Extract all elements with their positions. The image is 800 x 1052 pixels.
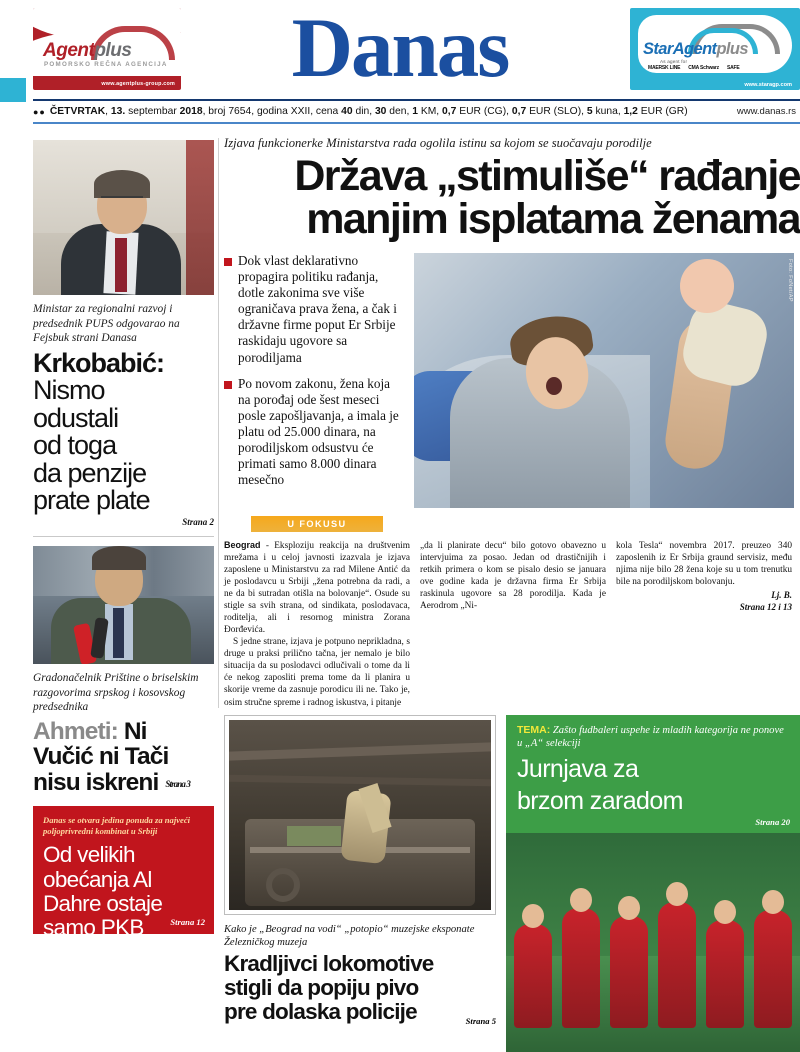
lead-summary-row xyxy=(224,253,800,508)
sports-headline-line-1: brzom zaradom xyxy=(517,787,683,816)
krkobabic-headline[interactable] xyxy=(33,347,214,516)
photo-hair xyxy=(92,546,146,570)
sports-article xyxy=(506,715,800,1052)
lead-bullet-text-1: Po novom zakonu, žena koja na porođaj ode šest meseci posle zapošljavanja, a imala je platu od 25.000 dinara, na porodiljskom odsustvu će primati samo 8.000 dinara mesečno xyxy=(238,375,399,488)
lead-body-column-2 xyxy=(420,540,606,709)
locomotive-article xyxy=(224,715,496,1052)
lead-page-ref[interactable]: Strana 12 i 13 xyxy=(739,601,792,612)
price-gr: 1,2 xyxy=(623,106,638,117)
price-hrk: 5 xyxy=(586,106,593,117)
lead-body-column-3 xyxy=(616,540,792,709)
photo-inner xyxy=(229,720,491,910)
cyan-corner-tab xyxy=(0,78,26,102)
ahmeti-headline-line-1: nisu iskreni xyxy=(33,769,159,797)
krkobabic-headline-line-2: od toga xyxy=(33,430,117,461)
pkb-page-ref[interactable]: Strana 12 xyxy=(170,916,205,927)
datebar-month: septembar xyxy=(128,106,177,117)
locomotive-page-ref[interactable]: Strana 5 xyxy=(465,1016,496,1026)
agentplus-word1: Agent xyxy=(43,40,95,61)
pkb-headline-line-0: Od velikih xyxy=(43,842,135,868)
photo-hair xyxy=(94,170,150,198)
lead-body-columns xyxy=(224,540,800,709)
lead-body-column-1 xyxy=(224,540,410,709)
staragentplus-word2: plus xyxy=(716,40,748,58)
photo-credit: Foto: FoNet/AP xyxy=(787,259,793,302)
left-divider-1 xyxy=(33,536,214,537)
price-mkd-unit: den, xyxy=(389,106,410,117)
partner-badge-0: MAERSK LINE xyxy=(648,65,681,71)
lead-byline: Lj. B. xyxy=(771,589,792,600)
krkobabic-headline-line-3: da penzije xyxy=(33,457,147,488)
bullet-square-icon xyxy=(224,258,232,266)
bullet-square-icon xyxy=(224,381,232,389)
locomotive-kicker: Kako je „Beograd na vodi“ „potopio“ muzejske eksponate Železničkog muzeja xyxy=(224,924,475,949)
lead-body-col3-p1: kola Tesla“ novembra 2017. preuzeo 340 zaposlenih iz Er Srbija graund servisiz, među njima nije bilo 28 žena koje su u tom trenutku bile na porodiljskom bolovanju. xyxy=(616,540,792,587)
left-column xyxy=(33,140,214,941)
pkb-headline-line-3: samo PKB xyxy=(43,915,144,941)
sports-page-ref[interactable]: Strana 20 xyxy=(755,817,790,827)
price-cg: 0,7 xyxy=(442,106,457,117)
krkobabic-headline-line-1: odustali xyxy=(33,402,119,433)
ahmeti-headline-first: Ni xyxy=(123,717,147,745)
photo-red-panel xyxy=(186,140,214,295)
price-rsd-unit: din, xyxy=(355,106,373,117)
photo-beam-2 xyxy=(229,775,491,787)
krkobabic-headline-name: Krkobabić: xyxy=(33,347,165,378)
photo-mother-mouth xyxy=(546,377,562,395)
agentplus-tagline: POMORSKO REČNA AGENCIJA xyxy=(44,61,168,68)
datebar-issue: broj 7654, godina XXII, cena xyxy=(208,106,339,117)
krkobabic-kicker: Ministar za regionalni razvoj i predsednik PUPS odgovarao na Fejsbuk strani Danasa xyxy=(33,303,180,345)
datebar-day: 13. xyxy=(110,106,126,117)
price-hrk-unit: kuna, xyxy=(595,106,621,117)
photo-player-2 xyxy=(562,908,600,1028)
staragentplus-tagline: As agent for xyxy=(660,59,688,64)
masthead xyxy=(0,0,800,98)
ahmeti-photo xyxy=(33,546,214,664)
section-badge-u-fokusu: U FOKUSU xyxy=(251,516,383,532)
price-rsd: 40 xyxy=(341,106,353,117)
staragentplus-url[interactable]: www.staragp.com xyxy=(744,82,792,88)
photo-tie xyxy=(113,608,124,658)
nameplate-title: Danas xyxy=(291,0,509,95)
bottom-row xyxy=(224,715,800,1052)
staragentplus-wordmark xyxy=(643,40,748,59)
ahmeti-headline-line-0: Vučić ni Tači xyxy=(33,743,169,771)
krkobabic-page-ref[interactable]: Strana 2 xyxy=(182,516,214,527)
krkobabic-headline-line-0: Nismo xyxy=(33,375,105,406)
lead-headline-line-1: manjim isplatama ženama xyxy=(306,195,800,243)
lead-bullet-0 xyxy=(224,253,400,366)
pkb-headline-line-1: obećanja Al xyxy=(43,866,152,892)
lead-body-col2-p1: „da li planirate decu“ bilo gotovo obavezno u intervjuima za posao. Jedan od drastičnijih i retkih primera o kom se pisalo desio se januara ove godine kada je državna firma Er Srbija raskinula ugovore sa 28 porodilja. Kada je Aerodrom „Ni- xyxy=(420,540,606,611)
lead-article xyxy=(224,136,800,709)
krkobabic-photo xyxy=(33,140,214,295)
photo-glasses xyxy=(101,196,143,205)
pkb-headline-line-2: Dahre ostaje xyxy=(43,890,163,916)
price-cg-unit: EUR (CG), xyxy=(459,106,509,117)
photo-player-6 xyxy=(754,910,792,1028)
partner-badge-1: CMA Schwarz xyxy=(688,65,719,71)
column-divider xyxy=(218,138,219,708)
sports-promo-box[interactable] xyxy=(506,715,800,833)
pkb-promo-box[interactable] xyxy=(33,806,214,941)
price-bam: 1 xyxy=(412,106,418,117)
agentplus-word2: plus xyxy=(94,40,132,61)
photo-beam-1 xyxy=(229,742,491,760)
sports-kicker-text: Zašto fudbaleri uspehe iz mladih kategorija ne ponove u „A“ selekciji xyxy=(517,725,784,750)
lead-photo-mother-baby xyxy=(414,253,794,508)
locomotive-headline-line-2: pre dolaska policije xyxy=(224,999,417,1025)
photo-player-5 xyxy=(706,920,744,1028)
lead-headline[interactable] xyxy=(224,152,800,243)
datebar-year: 2018 xyxy=(179,106,203,117)
lead-bullet-1 xyxy=(224,376,400,489)
page-body xyxy=(0,130,800,1050)
newspaper-nameplate xyxy=(185,0,615,96)
lead-body-col1-p1: - Eksploziju reakcija na društvenim mrežama i u celoj javnosti izazvala je izjava zaposlene u Ministarstvu za rad Milene Antić da je poslodavcu u Srbiji „žena potrebna da radi, a ne da bi sutradan otišla na bolovanje“. Osude su stigle sa svih strana, od sindikata, poslodavaca, roditelja, ali i resornog ministra Zorana Đorđevića. xyxy=(224,540,410,636)
photo-player-1 xyxy=(514,924,552,1028)
staragentplus-word1: StarAgent xyxy=(643,40,717,58)
advertiser-logo-agentplus[interactable] xyxy=(33,8,181,90)
advertiser-logo-staragentplus[interactable] xyxy=(630,8,800,90)
tema-label: TEMA: xyxy=(517,724,551,736)
locomotive-photo xyxy=(224,715,496,915)
section-badge-wrap xyxy=(224,516,410,532)
ahmeti-page-ref[interactable]: Strana 3 xyxy=(165,779,190,790)
photo-green-patch xyxy=(287,826,341,846)
locomotive-headline[interactable] xyxy=(224,952,496,1024)
ahmeti-headline[interactable] xyxy=(33,719,214,796)
website-url[interactable]: www.danas.rs xyxy=(736,106,796,117)
dateline-city: Beograd xyxy=(224,539,261,550)
sports-headline-line-0: Jurnjava za xyxy=(517,754,639,783)
price-gr-unit: EUR (GR) xyxy=(640,106,688,117)
lead-kicker: Izjava funkcionerke Ministarstva rada ogolila istinu sa kojom se suočavaju porodilje xyxy=(224,136,652,150)
agentplus-url[interactable]: www.agentplus-group.com xyxy=(101,81,175,87)
photo-player-4 xyxy=(658,902,696,1028)
bullet-dots-icon: ●● xyxy=(33,106,46,117)
date-bar: ●● ČETVRTAK , 13. septembar 2018 , broj 7654, godina XXII, cena 40 din, 30 den, 1 KM, 0,7 EUR (CG), 0,7 EUR (SLO), 5 kuna, 1,2 EUR (GR) www.danas.rs xyxy=(33,99,800,124)
photo-baby-head xyxy=(680,259,734,313)
partner-badge-2: SAFE xyxy=(726,65,740,71)
lead-headline-line-0: Država „stimuliše“ rađanje xyxy=(294,152,800,200)
photo-tie xyxy=(115,238,127,292)
photo-player-3 xyxy=(610,916,648,1028)
sports-photo xyxy=(506,833,800,1052)
photo-wheel xyxy=(266,868,300,902)
locomotive-headline-line-1: stigli da popiju pivo xyxy=(224,975,419,1001)
krkobabic-headline-line-4: prate plate xyxy=(33,485,150,516)
price-slo-unit: EUR (SLO), xyxy=(529,106,584,117)
lead-body-col1-p2: S jedne strane, izjava je potpuno neprikladna, s druge u praksi prilično tačna, jer nemalo je bilo situacija da su poslodavci odlučivali o tome da li će nekog zaposliti prema tome da li planira u skorije vreme da zasnuje porodicu ili ne. Tako je, osim stručne spreme i radnog iskustva, i pitanje xyxy=(224,637,410,708)
price-bam-unit: KM, xyxy=(420,106,440,117)
price-mkd: 30 xyxy=(374,106,387,117)
datebar-weekday: ČETVRTAK xyxy=(49,106,106,117)
ahmeti-headline-name: Ahmeti: xyxy=(33,717,118,745)
agentplus-wordmark xyxy=(43,40,131,62)
price-slo: 0,7 xyxy=(511,106,527,117)
partner-badges xyxy=(648,65,739,71)
lead-bullets xyxy=(224,253,410,508)
pkb-kicker: Danas se otvara jedina ponuda za najveći poljoprivredni kombinat u Srbiji xyxy=(43,814,191,837)
locomotive-headline-line-0: Kradljivci lokomotive xyxy=(224,951,434,977)
lead-bullet-text-0: Dok vlast deklarativno propagira politiku rađanja, dotle zakonima sve više ograničava prava žena, a čak i državne firme poput Er Srbije raskidaju ugovore sa porodiljama xyxy=(238,253,397,365)
ahmeti-kicker: Gradonačelnik Prištine o briselskim razgovorima srpskog i kosovskog predsednika xyxy=(33,671,199,714)
sports-kicker xyxy=(517,724,789,751)
